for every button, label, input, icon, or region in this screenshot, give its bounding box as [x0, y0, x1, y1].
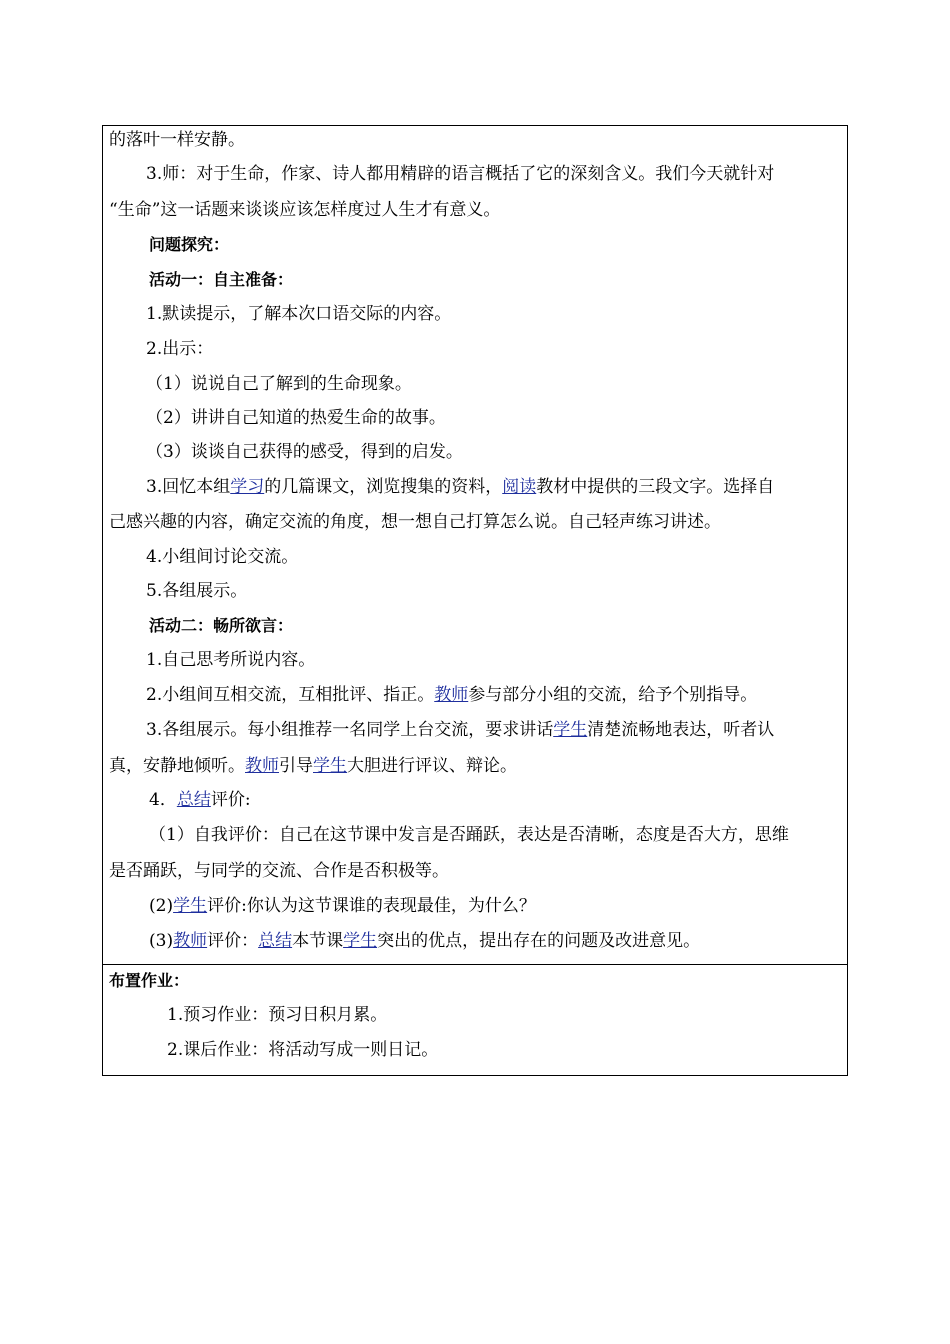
text-line: 的落叶一样安静。 — [109, 130, 245, 150]
text-line: （3）谈谈自己获得的感受，得到的启发。 — [146, 442, 463, 462]
text-line: 1.默读提示，了解本次口语交际的内容。 — [146, 304, 452, 324]
homework-item: 2.课后作业：将活动写成一则日记。 — [167, 1040, 439, 1060]
link-summary[interactable]: 总结 — [176, 790, 211, 810]
text-line: 3.各组展示。每小组推荐一名同学上台交流，要求讲话学生清楚流畅地表达，听者认 — [146, 720, 775, 740]
text-line: (2)学生评价:你认为这节课谁的表现最佳，为什么？ — [149, 896, 536, 916]
text-line: 4.小组间讨论交流。 — [146, 547, 299, 567]
link-student[interactable]: 学生 — [343, 931, 378, 951]
link-summary[interactable]: 总结 — [258, 931, 293, 951]
text-line: 5.各组展示。 — [146, 581, 248, 601]
text-line: （1）自我评价：自己在这节课中发言是否踊跃，表达是否清晰，态度是否大方，思维 — [149, 825, 789, 845]
text-line: (3)教师评价：总结本节课学生突出的优点，提出存在的问题及改进意见。 — [149, 931, 701, 951]
text-line: （1）说说自己了解到的生命现象。 — [146, 374, 412, 394]
link-teacher[interactable]: 教师 — [173, 931, 208, 951]
heading-activity-one: 活动一：自主准备： — [149, 270, 294, 289]
text-line: “生命”这一话题来谈谈应该怎样度过人生才有意义。 — [109, 200, 501, 220]
text-line: 己感兴趣的内容，确定交流的角度，想一想自己打算怎么说。自己轻声练习讲述。 — [109, 512, 721, 532]
homework-title: 布置作业： — [109, 971, 190, 990]
text-line: 3.师：对于生命，作家、诗人都用精辟的语言概括了它的深刻含义。我们今天就针对 — [146, 164, 775, 184]
link-student[interactable]: 学生 — [313, 756, 347, 776]
link-read[interactable]: 阅读 — [502, 477, 537, 497]
text-line: 3.回忆本组学习的几篇课文，浏览搜集的资料，阅读教材中提供的三段文字。选择自 — [146, 477, 775, 497]
text-line: （2）讲讲自己知道的热爱生命的故事。 — [146, 408, 446, 428]
link-student[interactable]: 学生 — [553, 720, 588, 740]
homework-item: 1.预习作业：预习日积月累。 — [167, 1005, 388, 1025]
heading-problem-inquiry: 问题探究： — [149, 235, 230, 254]
link-teacher[interactable]: 教师 — [245, 756, 279, 776]
text-line: 2.出示： — [146, 339, 214, 359]
link-teacher[interactable]: 教师 — [434, 685, 469, 705]
text-line: 1.自己思考所说内容。 — [146, 650, 316, 670]
link-study[interactable]: 学习 — [230, 477, 265, 497]
homework-cell — [102, 964, 848, 1076]
text-line: 4．总结评价: — [149, 790, 251, 810]
text-line: 真，安静地倾听。教师引导学生大胆进行评议、辩论。 — [109, 756, 517, 776]
text-line: 2.小组间互相交流，互相批评、指正。教师参与部分小组的交流，给予个别指导。 — [146, 685, 758, 705]
link-student[interactable]: 学生 — [173, 896, 208, 916]
heading-activity-two: 活动二：畅所欲言： — [149, 616, 294, 635]
lesson-process-cell — [102, 125, 848, 965]
text-line: 是否踊跃，与同学的交流、合作是否积极等。 — [109, 861, 449, 881]
